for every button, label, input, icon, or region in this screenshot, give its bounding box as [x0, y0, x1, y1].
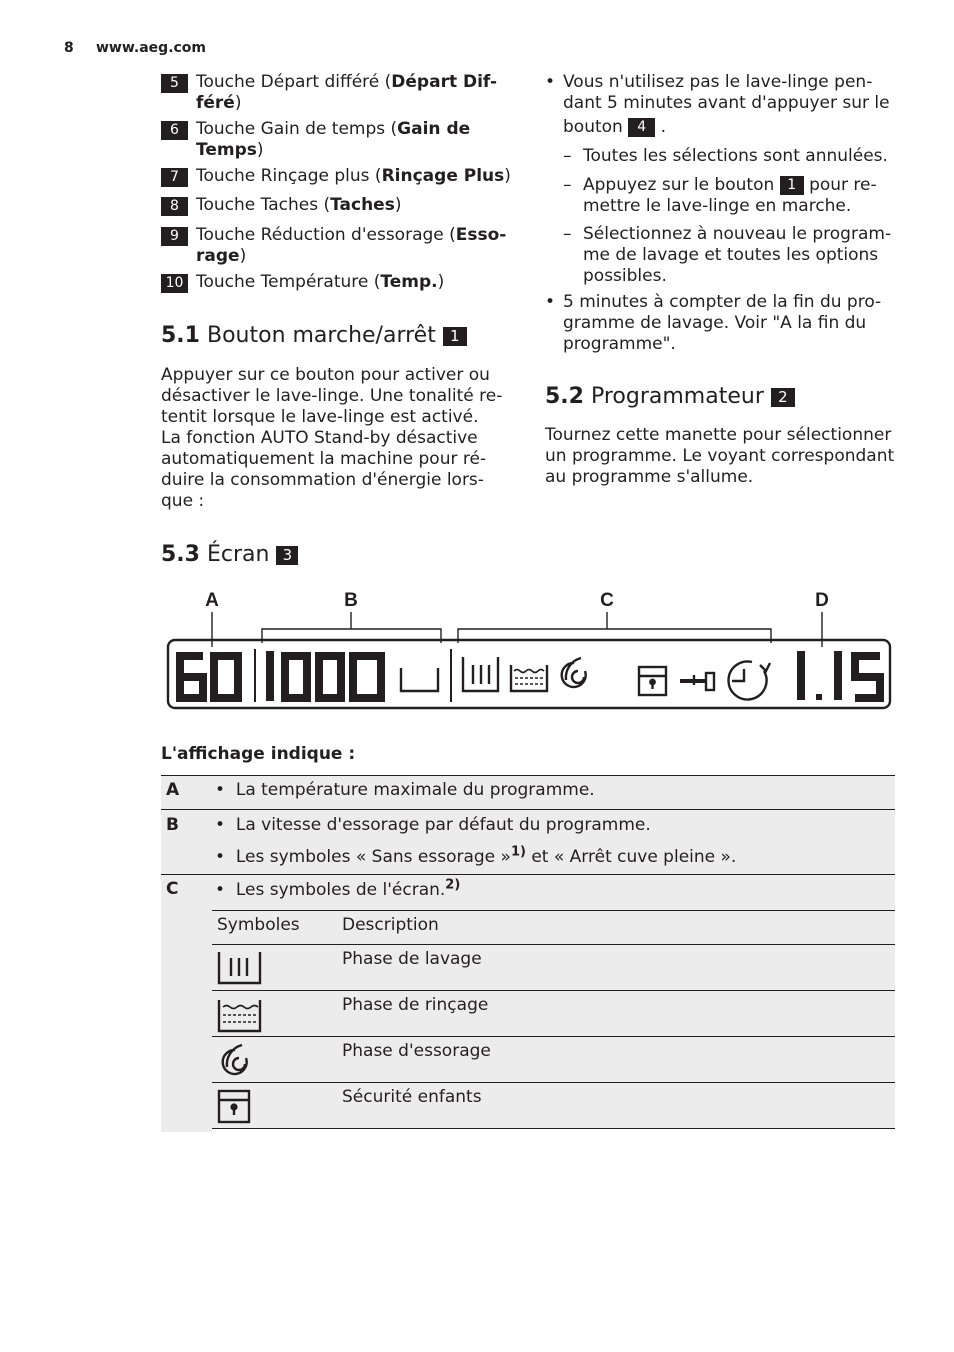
- label-c: C: [600, 590, 614, 611]
- wash-phase-icon: [217, 950, 263, 986]
- text-line: • Vous n'utilisez pas le lave-linge pen-: [563, 72, 873, 92]
- text-line: Tournez cette manette pour sélectionner: [545, 425, 892, 445]
- label-d: D: [815, 590, 829, 611]
- display-frame: [168, 640, 890, 708]
- table-row: [161, 810, 895, 875]
- text-line: – Toutes les sélections sont annulées.: [583, 146, 888, 166]
- rinse-phase-icon: [511, 665, 547, 691]
- ref-number: 5: [161, 74, 188, 93]
- cell-text: et « Arrêt cuve pleine ».: [525, 847, 737, 867]
- text-line: automatiquement la machine pour ré-: [161, 449, 487, 469]
- bullet-text: • Les symboles de l'écran.$^{2)}$: [215, 877, 461, 900]
- item-text: Touche Rinçage plus (: [196, 166, 382, 186]
- wash-phase-icon: [463, 657, 498, 691]
- text-line: mettre le lave-linge en marche.: [583, 196, 852, 216]
- section-number: 5.3: [161, 542, 200, 567]
- dash-item: [563, 175, 895, 217]
- item-tail: ): [234, 93, 242, 113]
- bullet-text: • La vitesse d'essorage par défaut du programme.: [215, 815, 651, 835]
- item-bold: Esso-: [455, 225, 507, 245]
- ref-number: 2: [771, 388, 795, 407]
- column-header: Description: [342, 915, 439, 935]
- bullet-item: [545, 292, 895, 355]
- ref-number: 3: [276, 546, 298, 565]
- section-number: 5.1: [161, 323, 200, 348]
- text-line: possibles.: [583, 266, 667, 286]
- section-heading-5-3: [161, 541, 298, 569]
- text-line: bouton: [563, 117, 623, 137]
- item-text: Touche Température (: [196, 272, 381, 292]
- ref-number: 1: [443, 327, 467, 346]
- list-item: [161, 195, 511, 216]
- display-table: [161, 775, 895, 1132]
- item-bold: Gain de: [397, 119, 471, 139]
- item-bold: Temp.: [380, 272, 438, 292]
- label-b: B: [344, 590, 358, 611]
- text-line: • 5 minutes à compter de la fin du pro-: [563, 292, 882, 312]
- item-tail: ): [239, 246, 247, 266]
- display-diagram: [0, 585, 954, 720]
- text-line: gramme de lavage. Voir "A la fin du: [563, 313, 867, 333]
- ref-number: 9: [161, 227, 188, 246]
- section-number: 5.2: [545, 384, 584, 409]
- item-tail: ): [256, 140, 264, 160]
- list-item: [161, 272, 511, 293]
- ref-number: 10: [161, 274, 188, 293]
- list-item: [161, 225, 511, 267]
- column-header: Symboles: [217, 915, 300, 935]
- section-title: Bouton marche/arrêt: [206, 323, 436, 348]
- text-line: un programme. Le voyant correspondant: [545, 446, 895, 466]
- text-line: pour re-: [809, 175, 877, 195]
- symbols-table: [212, 910, 895, 1132]
- cell-text: Sécurité enfants: [342, 1087, 482, 1107]
- cell-text: Phase de lavage: [342, 949, 482, 969]
- dash-item: [563, 224, 895, 287]
- ref-number: 8: [161, 197, 188, 216]
- rinse-phase-icon: [217, 996, 263, 1034]
- symbols-header: [212, 910, 895, 945]
- item-tail: ): [437, 272, 445, 292]
- cell-text: La température maximale du programme.: [235, 780, 595, 800]
- table-row: [161, 775, 895, 810]
- site-url: www.aeg.com: [96, 40, 207, 56]
- page-number: 8: [64, 40, 74, 56]
- text-line: Appuyer sur ce bouton pour activer ou: [161, 365, 490, 385]
- list-item: [161, 166, 511, 187]
- list-item: [161, 72, 511, 114]
- door-lock-icon: [680, 673, 714, 690]
- cell-text: Phase de rinçage: [342, 995, 489, 1015]
- table-row: [212, 1083, 895, 1129]
- spin-phase-icon: [562, 658, 586, 687]
- table-row: [212, 1037, 895, 1083]
- item-bold: Départ Dif-: [391, 72, 498, 92]
- text-line: que :: [161, 491, 205, 511]
- item-bold: Rinçage Plus: [381, 166, 505, 186]
- cell-text: La vitesse d'essorage par défaut du programme.: [235, 815, 651, 835]
- bullet-text: • La température maximale du programme.: [215, 780, 595, 800]
- section-5-1-paragraph: [161, 365, 506, 512]
- text-line: .: [660, 117, 667, 137]
- label-a: A: [205, 590, 219, 611]
- item-bold: Temps: [196, 140, 257, 160]
- leader-lines: [212, 612, 822, 647]
- time-digits: [801, 651, 880, 700]
- item-bold: féré: [196, 93, 235, 113]
- section-heading-5-1: [161, 322, 467, 350]
- row-key: C: [166, 879, 179, 899]
- item-text: Touche Réduction d'essorage (: [196, 225, 456, 245]
- item-bold: Taches: [330, 195, 395, 215]
- section-heading-5-2: [545, 383, 795, 411]
- row-key: B: [166, 815, 179, 835]
- bullet-item: [545, 72, 895, 138]
- table-row: [212, 945, 895, 991]
- table-caption: L'affichage indique :: [161, 744, 356, 764]
- spin-phase-icon: [217, 1042, 257, 1080]
- list-item: [161, 119, 511, 161]
- footnote-ref: 2): [445, 877, 461, 893]
- text-line: dant 5 minutes avant d'appuyer sur le: [563, 93, 890, 113]
- ref-number: 4: [628, 118, 655, 137]
- item-bold: rage: [196, 246, 240, 266]
- cell-text: Les symboles de l'écran.: [235, 880, 446, 900]
- text-line: – Sélectionnez à nouveau le program-: [583, 224, 892, 244]
- text-line: désactiver le lave-linge. Une tonalité re-: [161, 386, 503, 406]
- dash-item: [563, 146, 895, 167]
- item-text: Touche Gain de temps (: [196, 119, 398, 139]
- spin-speed-digits: [270, 651, 381, 701]
- ref-number: 7: [161, 168, 188, 187]
- text-line: me de lavage et toutes les options: [583, 245, 879, 265]
- child-lock-icon: [217, 1088, 253, 1126]
- temperature-digits: [180, 656, 238, 698]
- item-text: Touche Départ différé (: [196, 72, 392, 92]
- no-spin-icon: [401, 668, 438, 691]
- bullet-text: • Les symboles « Sans essorage »$^{1)}$ et « Arrêt cuve pleine ».: [215, 844, 737, 867]
- footnote-ref: 1): [510, 844, 526, 860]
- text-line: duire la consommation d'énergie lors-: [161, 470, 484, 490]
- cell-text: Les symboles « Sans essorage »: [235, 847, 511, 867]
- ref-number: 1: [780, 176, 804, 195]
- text-line: tentit lorsque le lave-linge est activé.: [161, 407, 479, 427]
- section-5-2-paragraph: [545, 425, 900, 488]
- ref-number: 6: [161, 121, 188, 140]
- section-title: Écran: [206, 542, 270, 567]
- row-key: A: [166, 780, 180, 800]
- table-row: [161, 875, 895, 1132]
- item-tail: ): [394, 195, 402, 215]
- item-tail: ): [504, 166, 511, 186]
- table-row: [212, 991, 895, 1037]
- text-line: Appuyez sur le bouton: [583, 175, 775, 195]
- child-lock-icon: [639, 667, 666, 695]
- text-line: au programme s'allume.: [545, 467, 754, 487]
- delay-timer-icon: [729, 661, 770, 699]
- item-text: Touche Taches (: [196, 195, 331, 215]
- cell-text: Phase d'essorage: [342, 1041, 491, 1061]
- text-line: programme".: [563, 334, 676, 354]
- section-title: Programmateur: [590, 384, 764, 409]
- text-line: La fonction AUTO Stand-by désactive: [161, 428, 478, 448]
